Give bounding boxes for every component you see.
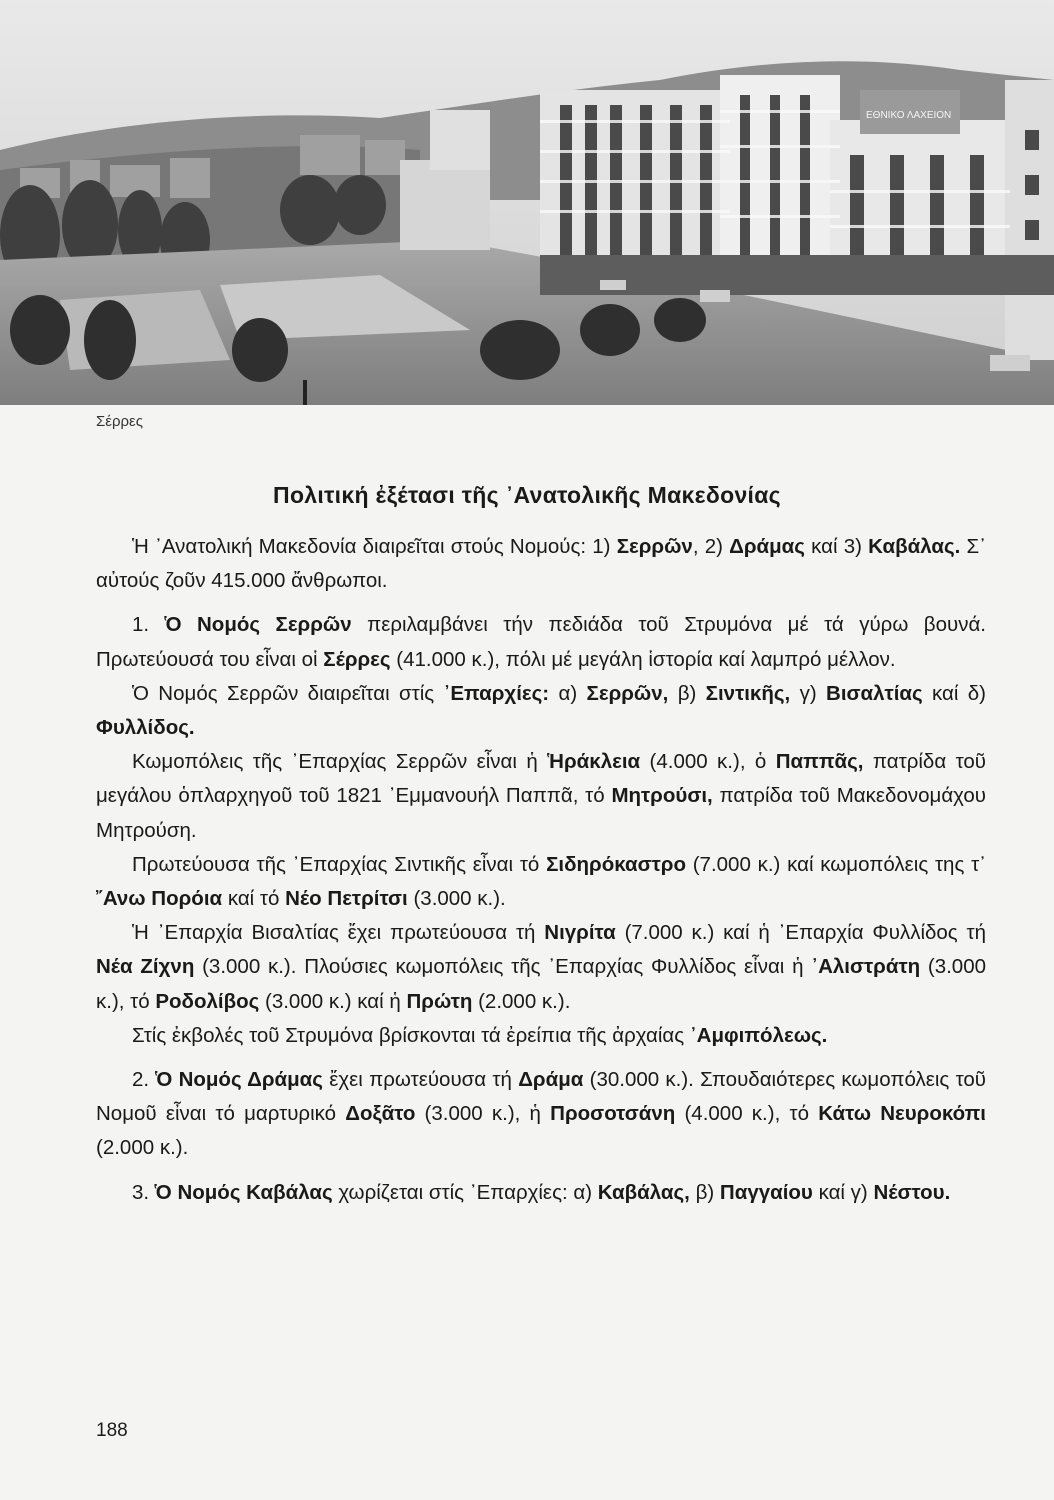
bold-term: ᾿Επαρχίες: xyxy=(443,681,550,705)
paragraph: Κωμοπόλεις τῆς ᾿Επαρχίας Σερρῶν εἶναι ἡ Ἡράκλεια (4.000 κ.), ὁ Παππᾶς, πατρίδα τοῦ μεγάλου ὁπλαρχηγοῦ τοῦ 1821 ᾿Εμμανουήλ Παππᾶ, τό Μητρούσι, πατρίδα τοῦ Μακεδονομάχου Μητρούση. xyxy=(96,750,987,842)
paragraph: Ἡ ᾿Επαρχία Βισαλτίας ἔχει πρωτεύουσα τή Νιγρίτα (7.000 κ.) καί ἡ ᾿Επαρχία Φυλλίδος τή Νέα Ζίχνη (3.000 κ.). Πλούσιες κωμοπόλεις τῆς ᾿Επαρχίας Φυλλίδος εἶναι ἡ ᾿Αλιστράτη (3.000 κ.), τό Ροδολίβος (3.000 κ.) καί ἡ Πρώτη (2.000 κ.). xyxy=(96,921,987,1013)
bold-term: Σιντικῆς, xyxy=(705,681,791,705)
bold-term: Ὁ Νομός Σερρῶν xyxy=(164,613,352,637)
bold-term: Ὁ Νομός Δράμας xyxy=(155,1068,323,1092)
bold-term: Ὁ Νομός Καβάλας xyxy=(154,1180,333,1204)
bold-term: Σερρῶν xyxy=(616,535,693,558)
bold-term: ῎Ανω Πορόια xyxy=(96,887,223,911)
paragraph: Ἡ ᾿Ανατολική Μακεδονία διαιρεῖται στούς Νομούς: 1) Σερρῶν, 2) Δράμας καί 3) Καβάλας. Σ᾿ αὐτούς ζοῦν 415.000 ἄνθρωποι. xyxy=(96,535,986,593)
bold-term: Δράμας xyxy=(729,535,805,558)
bold-term: Φυλλίδος. xyxy=(96,716,195,740)
bold-term: Καβάλας. xyxy=(868,535,961,558)
bold-term: Δράμα xyxy=(518,1068,584,1092)
bold-term: Κάτω Νευροκόπι xyxy=(818,1102,986,1126)
bold-term: Καβάλας, xyxy=(597,1180,690,1204)
paragraph: 3. Ὁ Νομός Καβάλας χωρίζεται στίς ᾿Επαρχίες: α) Καβάλας, β) Παγγαίου καί γ) Νέστου. xyxy=(132,1180,951,1204)
rooftop-sign-text: ΕΘΝΙΚΟ ΛΑΧΕΙΟΝ xyxy=(866,110,952,121)
bold-term: ᾿Αμφιπόλεως. xyxy=(689,1023,828,1047)
bold-term: Δοξᾶτο xyxy=(345,1102,416,1126)
paragraph: Ὁ Νομός Σερρῶν διαιρεῖται στίς ᾿Επαρχίες: α) Σερρῶν, β) Σιντικῆς, γ) Βισαλτίας καί δ) Φυλλίδος. xyxy=(96,681,986,740)
city-photo xyxy=(0,0,1054,405)
bold-term: Νέα Ζίχνη xyxy=(96,955,195,979)
bold-term: Παππᾶς, xyxy=(775,750,864,774)
page-number: 188 xyxy=(96,1420,128,1441)
bold-term: Πρώτη xyxy=(406,989,473,1013)
section-title: Πολιτική ἐξέτασι τῆς ᾿Ανατολικῆς Μακεδονίας xyxy=(273,482,781,508)
paragraph: 2. Ὁ Νομός Δράμας ἔχει πρωτεύουσα τή Δράμα (30.000 κ.). Σπουδαιότερες κωμοπόλεις τοῦ Νομοῦ εἶναι τό μαρτυρικό Δοξᾶτο (3.000 κ.), ἡ Προσοτσάνη (4.000 κ.), τό Κάτω Νευροκόπι (2.000 κ.). xyxy=(96,1068,986,1160)
bold-term: Νέο Πετρίτσι xyxy=(285,887,408,911)
bold-term: Σερρῶν, xyxy=(586,681,669,705)
bold-term: Νέστου. xyxy=(873,1180,951,1204)
bold-term: Βισαλτίας xyxy=(826,681,923,705)
bold-term: Ἡράκλεια xyxy=(547,750,641,774)
bold-term: ᾿Αλιστράτη xyxy=(811,955,921,979)
bold-term: Προσοτσάνη xyxy=(550,1102,676,1126)
paragraph: Στίς ἐκβολές τοῦ Στρυμόνα βρίσκονται τά ἐρείπια τῆς ἀρχαίας ᾿Αμφιπόλεως. xyxy=(132,1023,828,1047)
bold-term: Ροδολίβος xyxy=(155,989,260,1013)
paragraph: 1. Ὁ Νομός Σερρῶν περιλαμβάνει τήν πεδιάδα τοῦ Στρυμόνα μέ τά γύρω βουνά. Πρωτεύουσά του εἶναι οἱ Σέρρες (41.000 κ.), πόλι μέ μεγάλη ἱστορία καί λαμπρό μέλλον. xyxy=(96,613,986,671)
bold-term: Σέρρες xyxy=(323,647,391,671)
body-text xyxy=(96,530,986,1210)
bold-term: Σιδηρόκαστρο xyxy=(546,852,686,876)
bold-term: Νιγρίτα xyxy=(544,921,616,945)
photo-caption: Σέρρες xyxy=(96,413,143,430)
bold-term: Μητρούσι, xyxy=(611,784,713,808)
paragraph: Πρωτεύουσα τῆς ᾿Επαρχίας Σιντικῆς εἶναι τό Σιδηρόκαστρο (7.000 κ.) καί κωμοπόλεις της τ᾿ ῎Ανω Πορόια καί τό Νέο Πετρίτσι (3.000 κ.). xyxy=(96,852,987,911)
serres-square-photo xyxy=(0,0,1054,405)
bold-term: Παγγαίου xyxy=(719,1180,813,1204)
